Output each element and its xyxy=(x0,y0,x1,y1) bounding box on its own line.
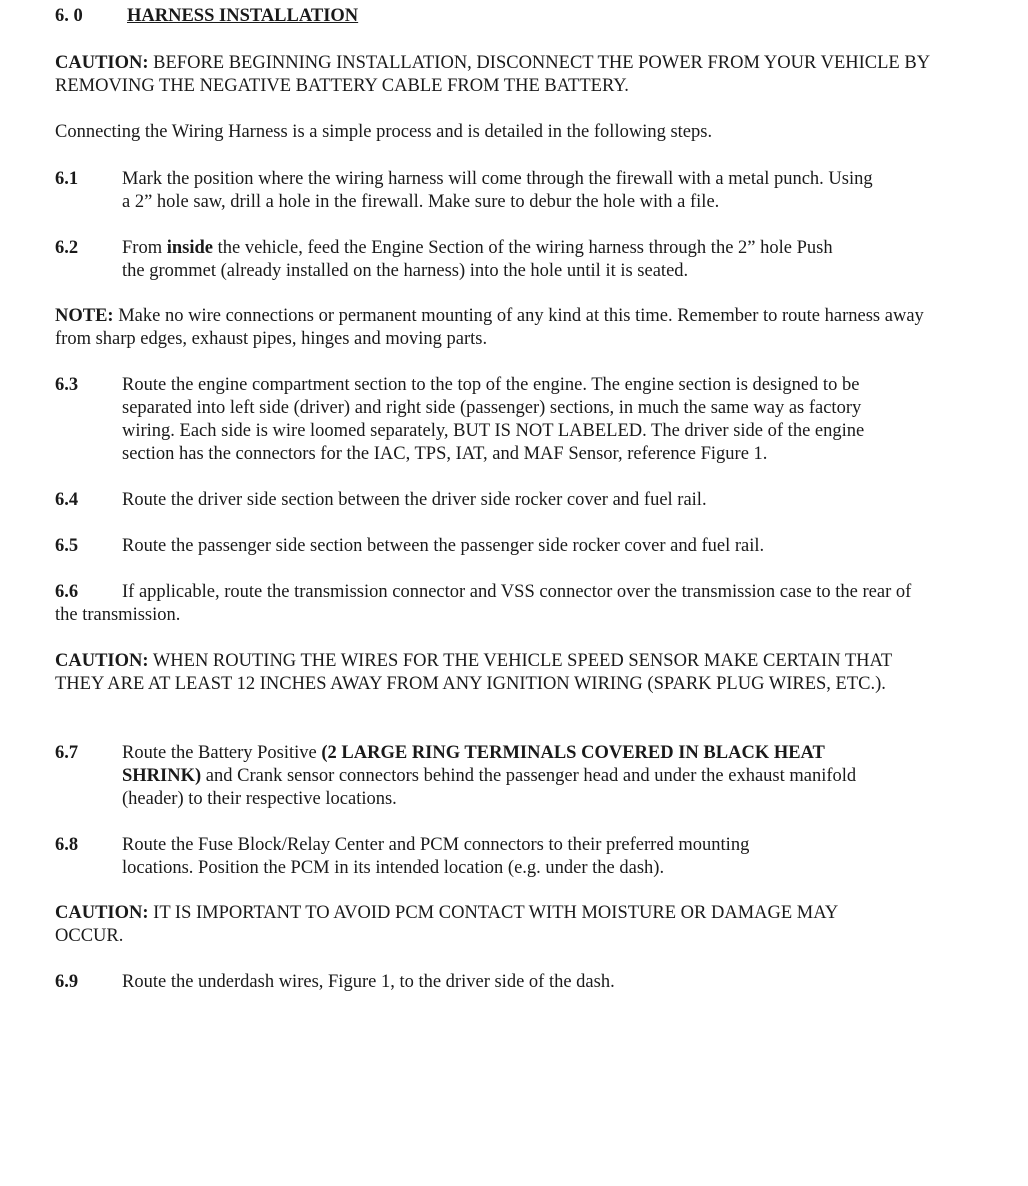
step-text xyxy=(122,742,905,811)
step-6-1 xyxy=(55,168,885,214)
step-6-8 xyxy=(55,834,825,880)
caution-pcm-moisture xyxy=(55,902,905,948)
step-text-post: and Crank sensor connectors behind the passenger head and under the exhaust manifold (header) to their respective locations. xyxy=(122,766,857,809)
section-title: HARNESS INSTALLATION xyxy=(127,6,359,26)
caution-label: CAUTION: xyxy=(55,53,149,73)
caution-text: IT IS IMPORTANT TO AVOID PCM CONTACT WITH MOISTURE OR DAMAGE MAY OCCUR. xyxy=(55,903,838,946)
intro-text: Connecting the Wiring Harness is a simple process and is detailed in the following steps. xyxy=(55,122,713,142)
step-text-post: the vehicle, feed the Engine Section of the wiring harness through the 2” hole Push the grommet (already installed on the harness) into the hole until it is seated. xyxy=(122,238,833,281)
intro-paragraph xyxy=(55,121,955,144)
step-text: Mark the position where the wiring harness will come through the firewall with a metal punch. Using a 2” hole saw, drill a hole in the firewall. Make sure to debur the hole with a file. xyxy=(122,169,873,212)
step-6-6 xyxy=(55,581,935,627)
step-text xyxy=(122,237,855,283)
step-text-bold: inside xyxy=(166,238,213,258)
caution-text: WHEN ROUTING THE WIRES FOR THE VEHICLE SPEED SENSOR MAKE CERTAIN THAT THEY ARE AT LEAST 12 INCHES AWAY FROM ANY IGNITION WIRING (SPARK PLUG WIRES, ETC.). xyxy=(55,651,892,694)
step-number: 6.1 xyxy=(55,169,79,189)
step-6-2 xyxy=(55,237,855,283)
step-number: 6.6 xyxy=(55,582,79,602)
caution-disconnect-battery xyxy=(55,52,955,98)
step-number: 6.9 xyxy=(55,972,79,992)
step-6-3 xyxy=(55,374,915,466)
step-text-pre: From xyxy=(122,238,167,258)
step-number: 6.5 xyxy=(55,536,79,556)
step-text: Route the Fuse Block/Relay Center and PCM connectors to their preferred mounting locations. Position the PCM in its intended location (e.g. under the dash). xyxy=(122,835,750,878)
step-text: Route the passenger side section between the passenger side rocker cover and fuel rail. xyxy=(122,536,765,556)
caution-label: CAUTION: xyxy=(55,651,149,671)
note-paragraph xyxy=(55,305,955,351)
step-text: Route the engine compartment section to the top of the engine. The engine section is designed to be separated into left side (driver) and right side (passenger) sections, in much the same way as factory wiring. Each side is wire loomed separately, BUT IS NOT LABELED. The driver side of the engine section has the connectors for the IAC, TPS, IAT, and MAF Sensor, reference Figure 1. xyxy=(122,375,865,464)
step-text: Route the driver side section between the driver side rocker cover and fuel rail. xyxy=(122,490,707,510)
step-text-bold: (2 LARGE RING TERMINALS COVERED IN BLACK HEAT SHRINK) xyxy=(122,743,825,786)
step-6-5 xyxy=(55,535,955,558)
note-text: Make no wire connections or permanent mounting of any kind at this time. Remember to route harness away from sharp edges, exhaust pipes, hinges and moving parts. xyxy=(55,306,924,349)
step-number: 6.8 xyxy=(55,835,79,855)
step-6-9 xyxy=(55,971,955,994)
step-number: 6.7 xyxy=(55,743,79,763)
step-number: 6.4 xyxy=(55,490,79,510)
section-heading xyxy=(55,5,955,28)
step-text: If applicable, route the transmission connector and VSS connector over the transmission case to the rear of the transmission. xyxy=(55,582,912,625)
step-6-4 xyxy=(55,489,955,512)
step-text-pre: Route the Battery Positive xyxy=(122,743,322,763)
section-number: 6. 0 xyxy=(55,6,83,26)
step-number: 6.3 xyxy=(55,375,79,395)
caution-label: CAUTION: xyxy=(55,903,149,923)
note-label: NOTE: xyxy=(55,306,114,326)
caution-speed-sensor xyxy=(55,650,925,696)
step-6-7 xyxy=(55,742,905,811)
step-text: Route the underdash wires, Figure 1, to the driver side of the dash. xyxy=(122,972,615,992)
step-number: 6.2 xyxy=(55,238,79,258)
caution-text: BEFORE BEGINNING INSTALLATION, DISCONNECT THE POWER FROM YOUR VEHICLE BY REMOVING THE NEGATIVE BATTERY CABLE FROM THE BATTERY. xyxy=(55,53,930,96)
